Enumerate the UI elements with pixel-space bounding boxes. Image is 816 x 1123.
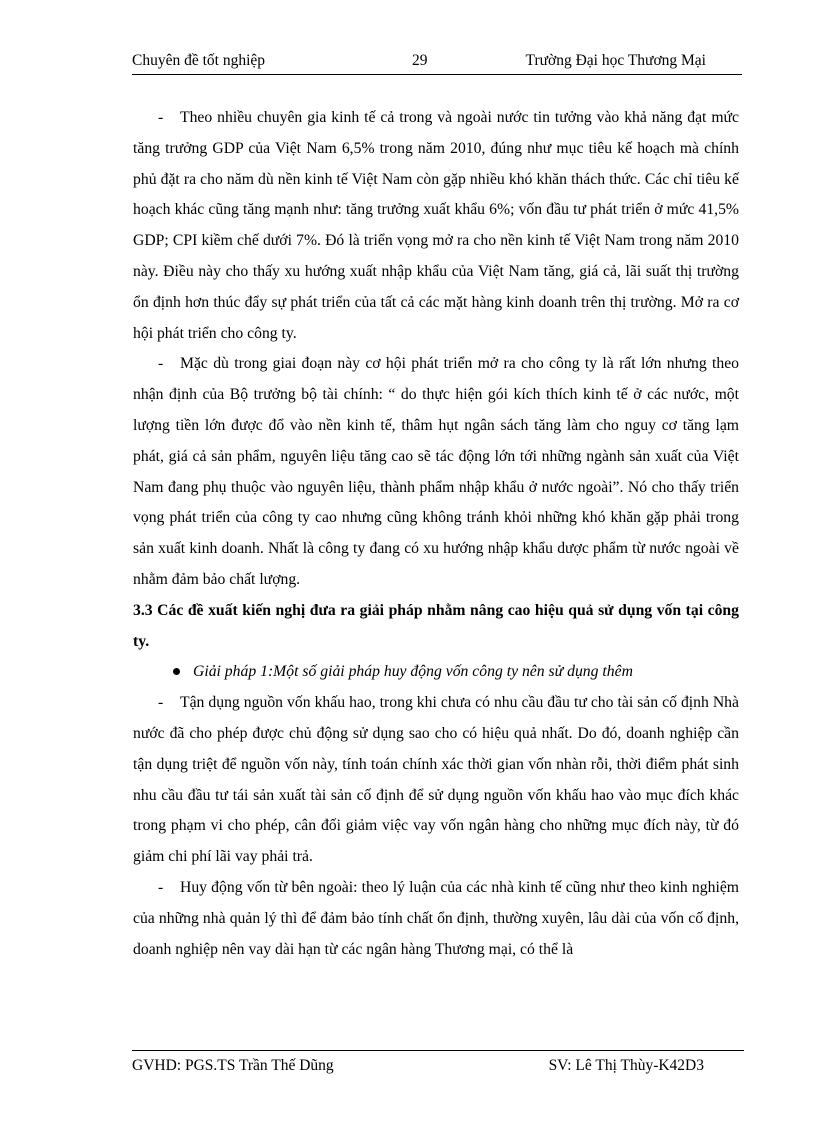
page-header	[132, 52, 742, 75]
bullet-text: Giải pháp 1:Một số giải pháp huy động vốn công ty nên sử dụng thêm	[193, 663, 633, 681]
bullet-dot-icon	[173, 668, 180, 675]
page-number: 29	[412, 52, 428, 69]
paragraph-external-capital	[133, 873, 739, 965]
header-university: Trường Đại học Thương Mại	[525, 52, 706, 69]
dash-marker: -	[158, 109, 164, 126]
section-heading: 3.3 Các đề xuất kiến nghị đưa ra giải pháp nhằm nâng cao hiệu quả sử dụng vốn tại công ty.	[133, 601, 739, 650]
bullet-item	[133, 657, 739, 688]
footer-student: SV: Lê Thị Thùy-K42D3	[548, 1057, 704, 1074]
paragraph-depreciation	[133, 688, 739, 873]
paragraph-text: Tận dụng nguồn vốn khấu hao, trong khi chưa có nhu cầu đầu tư cho tài sản cố định Nhà nước đã cho phép được chủ động sử dụng sao cho có hiệu quả nhất. Do đó, doanh nghiệp cần tận dụng triệt để nguồn vốn này, tính toán chính xác thời gian vốn nhàn rỗi, thời điểm phát sinh nhu cầu đầu tư tái sản xuất tài sản cố định để sử dụng nguồn vốn khấu hao vào mục đích khác trong phạm vi cho phép, cân đối giảm việc vay vốn ngân hàng cho những mục đích này, từ đó giảm chi phí lãi vay phải trả.	[133, 694, 739, 866]
paragraph-gdp-outlook	[133, 103, 739, 349]
paragraph-inflation-risk	[133, 349, 739, 595]
document-body	[133, 103, 739, 965]
paragraph-text: Mặc dù trong giai đoạn này cơ hội phát triển mở ra cho công ty là rất lớn nhưng theo nhận định của Bộ trưởng bộ tài chính: “ do thực hiện gói kích thích kinh tế ở các nước, một lượng tiền lớn được đổ vào nền kinh tế, thâm hụt ngân sách tăng làm cho nguy cơ tăng lạm phát, giá cả sản phẩm, nguyên liệu tăng cao sẽ tác động lớn tới những ngành sản xuất của Việt Nam đang phụ thuộc vào nguyên liệu, thành phẩm nhập khẩu ở nước ngoài”. Nó cho thấy triển vọng phát triển của công ty cao nhưng cũng không tránh khỏi những khó khăn gặp phải trong sản xuất kinh doanh. Nhất là công ty đang có xu hướng nhập khẩu dược phẩm từ nước ngoài về nhằm đảm bảo chất lượng.	[133, 355, 739, 588]
dash-marker: -	[158, 355, 164, 373]
page-footer	[132, 1050, 744, 1077]
paragraph-text: Theo nhiều chuyên gia kinh tế cả trong và ngoài nước tin tưởng vào khả năng đạt mức tăng trưởng GDP của Việt Nam 6,5% trong năm 2010, đúng như mục tiêu kế hoạch mà chính phủ đặt ra cho năm dù nền kinh tế Việt Nam còn gặp nhiều khó khăn thách thức. Các chỉ tiêu kế hoạch khác cũng tăng mạnh như: tăng trưởng xuất khẩu 6%; vốn đầu tư phát triển ở mức 41,5% GDP; CPI kiềm chế dưới 7%. Đó là triển vọng mở ra cho nền kinh tế Việt Nam trong năm 2010 này. Điều này cho thấy xu hướng xuất nhập khẩu của Việt Nam tăng, giá cả, lãi suất thị trường ổn định hơn thúc đẩy sự phát triển của tất cả các mặt hàng kinh doanh trên thị trường. Mở ra cơ hội phát triển cho công ty.	[133, 109, 739, 342]
dash-marker: -	[158, 878, 164, 896]
dash-marker: -	[158, 694, 164, 712]
paragraph-text: Huy động vốn từ bên ngoài: theo lý luận của các nhà kinh tế cũng như theo kinh nghiệm của những nhà quản lý thì để đảm bảo tính chất ổn định, thường xuyên, lâu dài của vốn cố định, doanh nghiệp nên vay dài hạn từ các ngân hàng Thương mại, có thể là	[133, 878, 739, 958]
footer-advisor: GVHD: PGS.TS Trần Thế Dũng	[132, 1057, 334, 1074]
header-thesis-label: Chuyên đề tốt nghiệp	[132, 52, 266, 69]
